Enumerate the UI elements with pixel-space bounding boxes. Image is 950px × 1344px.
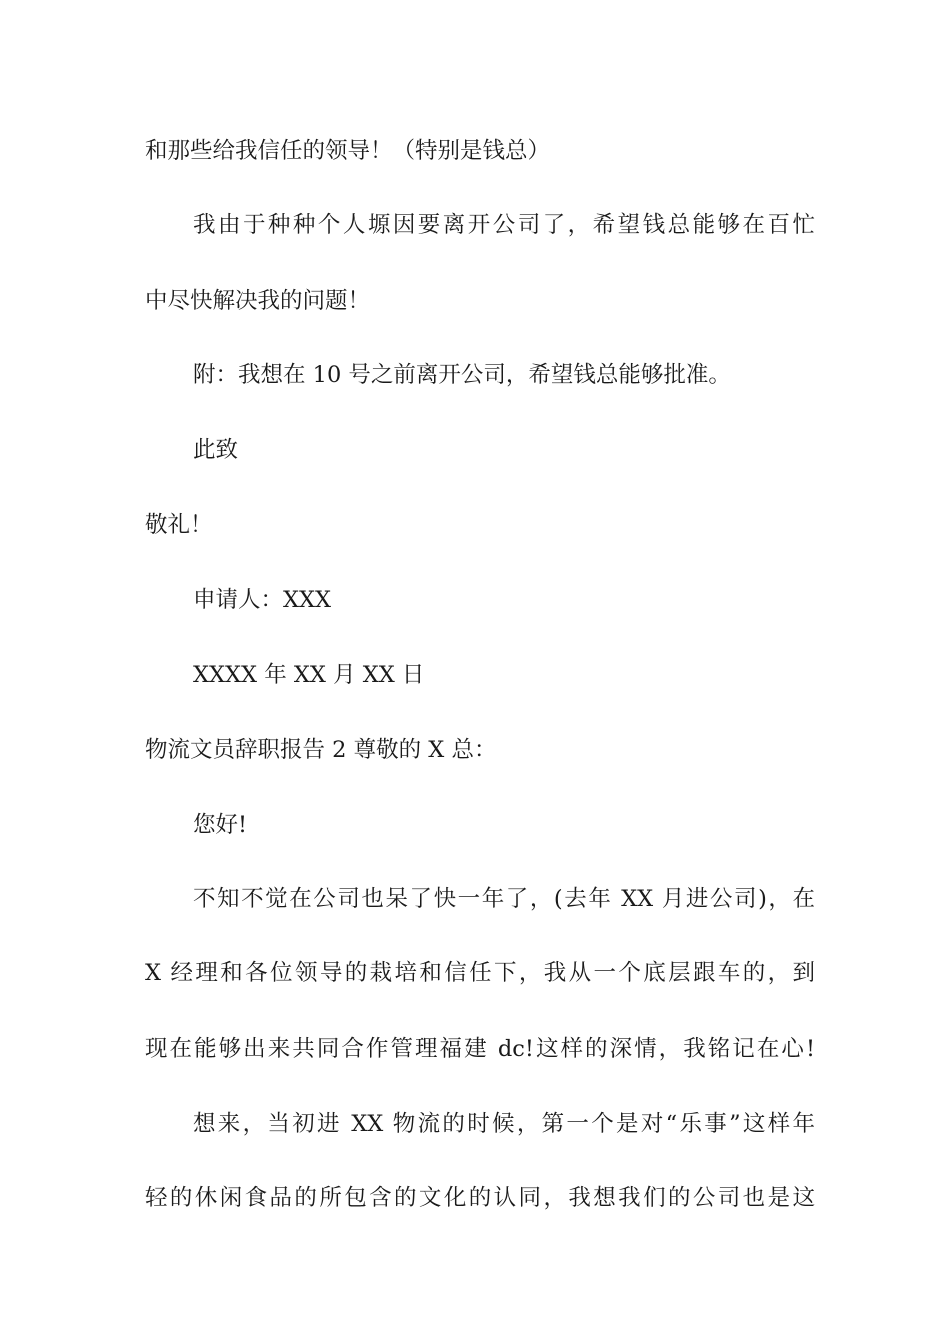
text-line: X 经理和各位领导的栽培和信任下，我从一个底层跟车的，到 [145,960,815,986]
text-line: 申请人：XXX [193,587,332,613]
text-line: 您好! [193,812,248,838]
text-line: 物流文员辞职报告 2 尊敬的 X 总： [145,737,497,763]
text-line: 现在能够出来共同合作管理福建 dc!这样的深情，我铭记在心! [145,1036,815,1062]
text-line: 附：我想在 10 号之前离开公司，希望钱总能够批准。 [193,362,731,388]
text-line: 中尽快解决我的问题！ [145,288,371,314]
text-line: 和那些给我信任的领导！（特别是钱总） [145,138,551,164]
text-line: 此致 [193,437,239,463]
text-line: 我由于种种个人塬因要离开公司了，希望钱总能够在百忙 [193,212,815,238]
text-line: 想来，当初进 XX 物流的时候，第一个是对“乐事”这样年 [193,1111,815,1137]
text-line: 不知不觉在公司也呆了快一年了，(去年 XX 月进公司)，在 [193,886,815,912]
text-line: XXXX 年 XX 月 XX 日 [193,662,425,688]
text-line: 敬礼！ [145,512,213,538]
text-line: 轻的休闲食品的所包含的文化的认同，我想我们的公司也是这 [145,1185,815,1211]
